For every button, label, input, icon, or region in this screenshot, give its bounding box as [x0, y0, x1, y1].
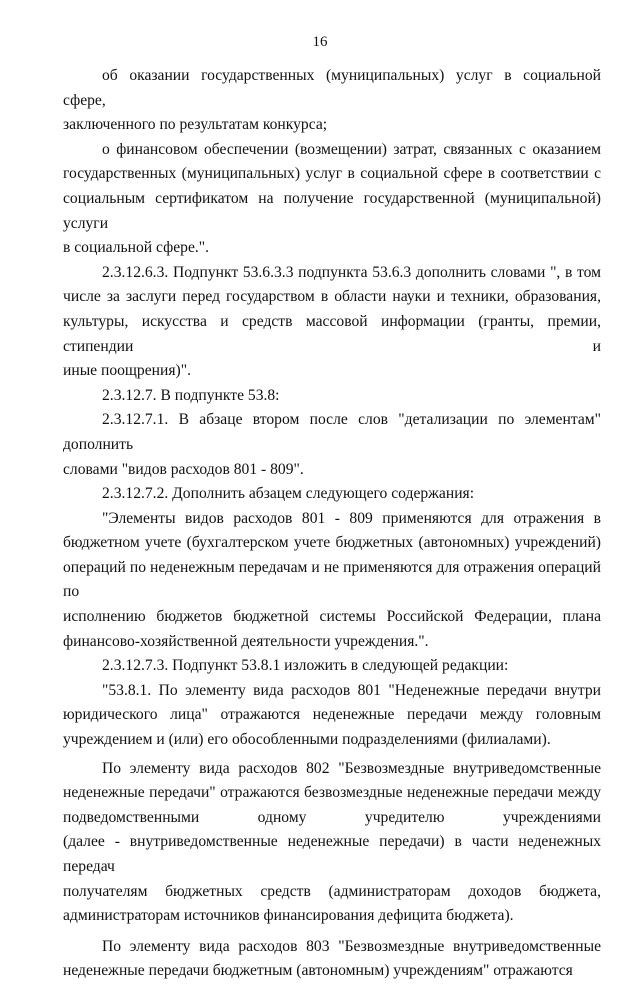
text-line: получателям бюджетных средств (администраторам доходов бюджета,	[63, 882, 601, 900]
text-line: 2.3.12.6.3. Подпункт 53.6.3.3 подпункта 53.6.3 дополнить словами ", в том	[102, 263, 601, 281]
text-line: бюджетном учете (бухгалтерском учете бюджетных (автономных) учреждений)	[63, 534, 601, 552]
text-line: исполнению бюджетов бюджетной системы Российской Федерации, плана	[63, 608, 601, 626]
text-line: неденежные передачи" отражаются безвозмездные неденежные передачи между	[63, 784, 601, 802]
text-line: 2.3.12.7.2. Дополнить абзацем следующего содержания:	[102, 485, 475, 503]
text-line: По элементу вида расходов 802 "Безвозмездные внутриведомственные	[102, 759, 601, 777]
text-line: "Элементы видов расходов 801 - 809 применяются для отражения в	[102, 509, 601, 527]
text-line: администраторам источников финансирования дефицита бюджета).	[63, 907, 514, 925]
document-body	[63, 64, 601, 984]
paragraph-p2	[63, 138, 601, 261]
paragraph-p10	[63, 757, 601, 929]
text-line: учреждением и (или) его обособленными подразделениями (филиалами).	[63, 731, 551, 749]
text-line: о финансовом обеспечении (возмещении) затрат, связанных с оказанием	[102, 140, 601, 158]
text-line: "53.8.1. По элементу вида расходов 801 "Неденежные передачи внутри	[102, 681, 601, 699]
text-line: 2.3.12.7.3. Подпункт 53.8.1 изложить в следующей редакции:	[102, 657, 509, 675]
text-line: финансово-хозяйственной деятельности учреждения.".	[63, 632, 429, 650]
text-line: операций по неденежным передачам и не применяются для отражения операций по	[63, 558, 601, 601]
text-line: подведомственными одному учредителю учреждениями	[63, 808, 601, 826]
text-line: 2.3.12.7.1. В абзаце втором после слов "детализации по элементам" дополнить	[63, 411, 601, 453]
paragraph-p4	[63, 384, 601, 409]
text-line: числе за заслуги перед государством в области науки и техники, образования,	[63, 288, 601, 306]
text-line: культуры, искусства и средств массовой информации (гранты, премии, стипендии и	[63, 312, 601, 355]
text-line: (далее - внутриведомственные неденежные передачи) в части неденежных передач	[63, 833, 601, 875]
text-line: социальным сертификатом на получение государственной (муниципальной) услуги	[63, 189, 601, 232]
paragraph-p3	[63, 261, 601, 384]
paragraph-p8	[63, 654, 601, 679]
text-line: иные поощрения)".	[63, 362, 191, 380]
text-line: государственных (муниципальных) услуг в социальной сфере в соответствии с	[63, 165, 601, 183]
text-line: 2.3.12.7. В подпункте 53.8:	[102, 386, 280, 404]
text-line: По элементу вида расходов 803 "Безвозмездные внутриведомственные	[102, 937, 601, 955]
paragraph-p11	[63, 935, 601, 984]
paragraph-p1	[63, 64, 601, 138]
text-line: заключенного по результатам конкурса;	[63, 116, 328, 134]
paragraph-p5	[63, 408, 601, 482]
paragraph-p7	[63, 507, 601, 655]
text-line: неденежные передачи бюджетным (автономным) учреждениям" отражаются	[63, 962, 573, 980]
text-line: словами "видов расходов 801 - 809".	[63, 460, 304, 478]
page-number: 16	[312, 34, 328, 50]
paragraph-p6	[63, 482, 601, 507]
text-line: юридического лица" отражаются неденежные передачи между головным	[63, 706, 601, 724]
text-line: в социальной сфере.".	[63, 239, 210, 257]
paragraph-p9	[63, 679, 601, 753]
text-line: об оказании государственных (муниципальных) услуг в социальной сфере,	[63, 67, 601, 109]
